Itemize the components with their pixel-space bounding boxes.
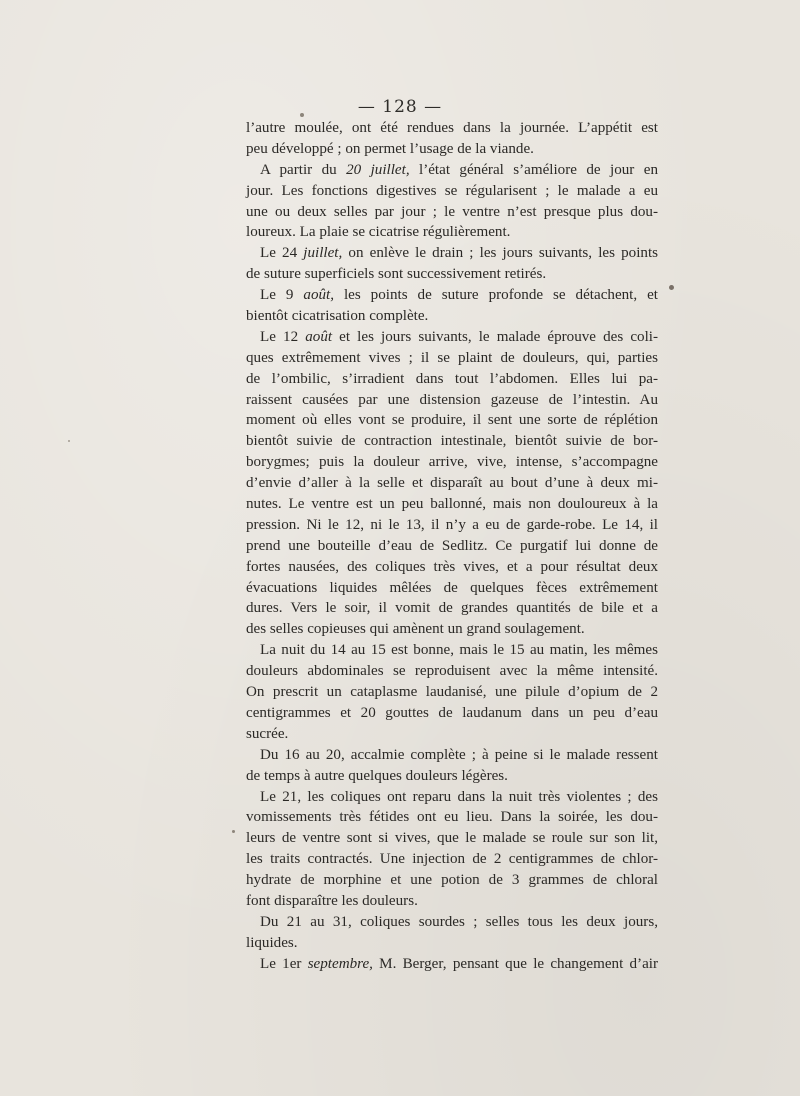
text-line: Le 21, les coliques ont reparu dans la nuit très violentes ; des (260, 788, 658, 805)
text-line: ques extrêmement vives ; il se plaint de douleurs, qui, parties (246, 349, 658, 366)
text-line: borygmes; puis la douleur arrive, vive, intense, s’accompagne (246, 454, 658, 471)
paper-speck (669, 285, 674, 290)
text-line: loureux. La plaie se cicatrise régulièrement. (246, 224, 511, 241)
text-line: La nuit du 14 au 15 est bonne, mais le 15 au matin, les mêmes (260, 642, 658, 659)
text-line: moment où elles vont se produire, il sent une sorte de réplétion (246, 412, 658, 429)
text-line: peu développé ; on permet l’usage de la viande. (246, 140, 534, 157)
italic-date: août (305, 328, 333, 345)
text-line: de temps à autre quelques douleurs légères. (246, 767, 508, 784)
text-run: les points de suture profonde se détachent, et (334, 287, 659, 304)
text-line: bientôt cicatrisation complète. (246, 308, 429, 325)
text-line: fortes nausées, des coliques très vives, et a pour résultat deux (246, 558, 658, 575)
page-number: — 128 — (357, 97, 443, 117)
text-line: l’autre moulée, ont été rendues dans la journée. L’appétit est (246, 120, 658, 136)
text-line: douleurs abdominales se reproduisent avec la même intensité. (246, 663, 658, 680)
text-line: de l’ombilic, s’irradient dans tout l’abdomen. Elles lui pa- (246, 370, 658, 387)
text-line: On prescrit un cataplasme laudanisé, une pilule d’opium de 2 (246, 684, 658, 701)
text-line: de suture superficiels sont successivement retirés. (246, 266, 547, 283)
italic-date: septembre, (307, 955, 373, 972)
italic-date: août, (303, 287, 334, 304)
text-line: des selles copieuses qui amènent un grand soulagement. (246, 621, 585, 638)
text-line: liquides. (246, 934, 298, 951)
text-run: M. Berger, pensant que le changement d’air (372, 955, 658, 972)
paper-speck (300, 113, 304, 117)
text-line: d’envie d’aller à la selle et disparaît au bout d’une à deux mi- (246, 475, 658, 492)
text-line: dures. Vers le soir, il vomit de grandes quantités de bile et a (246, 600, 658, 617)
text-line: évacuations liquides mêlées de quelques fèces extrêmement (246, 579, 658, 596)
text-line (246, 327, 658, 348)
italic-date: juillet, (303, 245, 343, 262)
text-line: jour. Les fonctions digestives se régularisent ; le malade a eu (246, 182, 658, 199)
text-line (246, 285, 658, 306)
text-line: hydrate de morphine et une potion de 3 grammes de chloral (246, 872, 658, 889)
text-run: Le 24 (260, 245, 304, 262)
text-line: font disparaître les douleurs. (246, 892, 418, 909)
text-line: prend une bouteille d’eau de Sedlitz. Ce purgatif lui donne de (246, 537, 658, 554)
text-line: nutes. Le ventre est un peu ballonné, mais non douloureux à la (246, 496, 658, 513)
text-line: Du 16 au 20, accalmie complète ; à peine si le malade ressent (260, 746, 658, 763)
text-run: on enlève le drain ; les jours suivants, les points (342, 245, 659, 262)
text-run: Le 1er (260, 955, 308, 972)
text-line: centigrammes et 20 gouttes de laudanum dans un peu d’eau (246, 704, 658, 721)
text-line: les traits contractés. Une injection de 2 centigrammes de chlor- (246, 851, 658, 868)
text-run: Le 9 (260, 287, 304, 304)
italic-date: 20 juillet, (346, 161, 410, 178)
text-line: raissent causées par une distension gazeuse de l’intestin. Au (246, 391, 658, 408)
text-line: bientôt suivie de contraction intestinale, bientôt suivie de bor- (246, 433, 658, 450)
body-text (246, 118, 658, 975)
paper-speck (68, 440, 70, 442)
text-line: Du 21 au 31, coliques sourdes ; selles tous les deux jours, (260, 913, 658, 930)
text-line: une ou deux selles par jour ; le ventre n’est presque plus dou- (246, 203, 658, 220)
text-run: l’état général s’améliore de jour en (409, 161, 658, 178)
paper-speck (232, 830, 235, 833)
text-run: et les jours suivants, le malade éprouve des coli- (332, 328, 659, 345)
text-line: vomissements très fétides ont eu lieu. Dans la soirée, les dou- (246, 809, 658, 826)
text-run: Le 12 (260, 328, 306, 345)
text-line (246, 954, 658, 975)
text-line: leurs de ventre sont si vives, que le malade se roule sur son lit, (246, 830, 658, 847)
text-line (246, 243, 658, 264)
text-line: sucrée. (246, 725, 289, 742)
text-line (246, 160, 658, 181)
text-run: A partir du (260, 161, 347, 178)
text-line: pression. Ni le 12, ni le 13, il n’y a eu de garde-robe. Le 14, il (246, 516, 658, 533)
